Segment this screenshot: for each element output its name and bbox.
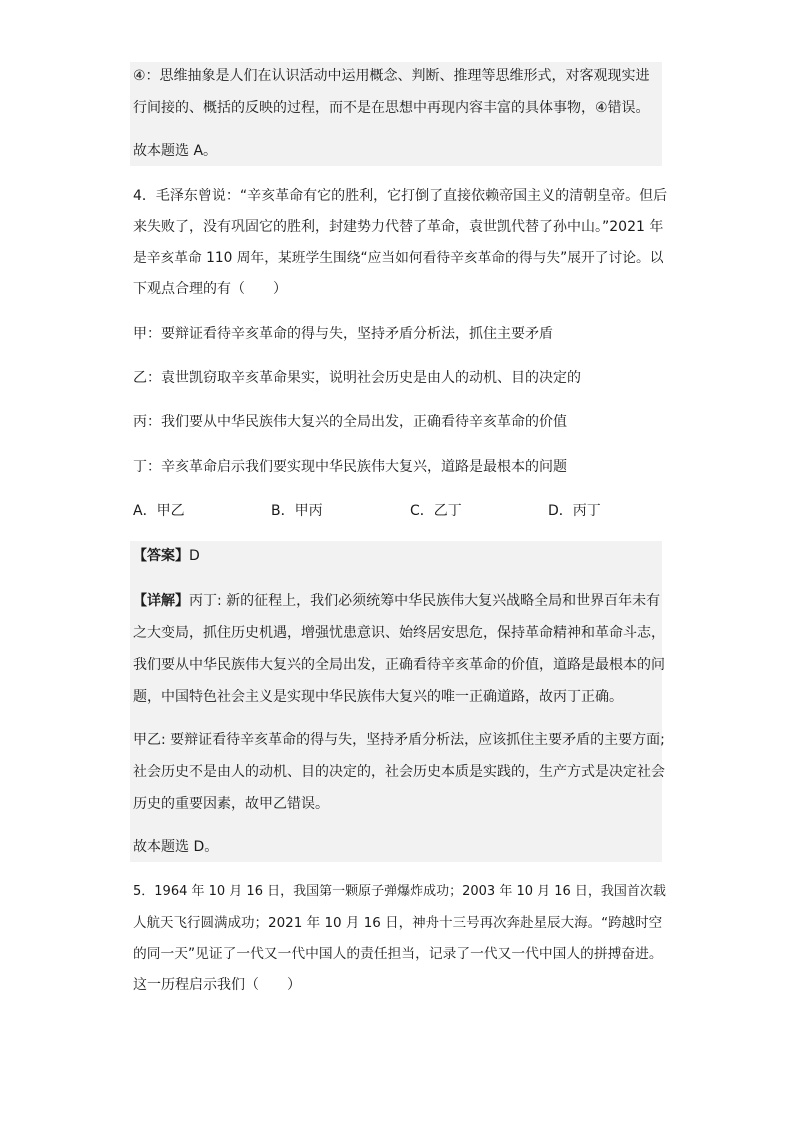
q4-option-d: D．丙丁 (548, 503, 601, 519)
q4-stem-line: 是辛亥革命 110 周年，某班学生围绕“应当如何看待辛亥革命的得与失”展开了讨论。以 (133, 250, 664, 266)
q4-option-a: A．甲乙 (133, 503, 185, 519)
q4-statement-jia: 甲：要辩证看待辛亥革命的得与失，坚持矛盾分析法，抓住主要矛盾 (133, 326, 553, 342)
q4-stem-line: 下观点合理的有（ ） (133, 281, 287, 297)
q4-detail-line: 甲乙: 要辩证看待辛亥革命的得与失，坚持矛盾分析法，应该抓住主要矛盾的主要方面; (133, 732, 665, 748)
prev-answer-line: ④：思维抽象是人们在认识活动中运用概念、判断、推理等思维形式，对客观现实进 (133, 68, 650, 84)
prev-answer-line: 行间接的、概括的反映的过程，而不是在思想中再现内容丰富的具体事物，④错误。 (133, 100, 650, 116)
q4-statement-ding: 丁：辛亥革命启示我们要实现中华民族伟大复兴，道路是最根本的问题 (133, 459, 567, 475)
q5-stem-line: 5．1964 年 10 月 16 日，我国第一颗原子弹爆炸成功；2003 年 10 月 16 日，我国首次载 (133, 884, 666, 899)
q5-stem-line: 人航天飞行圆满成功；2021 年 10 月 16 日，神舟十三号再次奔赴星辰大海。“跨越时空 (133, 915, 663, 931)
answer-tag: 【答案】 (133, 548, 189, 564)
q5-stem-line: 这一历程启示我们（ ） (133, 977, 301, 993)
q4-answer (133, 546, 200, 566)
q4-detail-line: 我们要从中华民族伟大复兴的全局出发，正确看待辛亥革命的价值，道路是最根本的问 (133, 657, 665, 673)
q4-detail-line: 之大变局，抓住历史机遇，增强忧患意识、始终居安思危，保持革命精神和革命斗志， (133, 625, 665, 641)
q4-detail-line: 社会历史不是由人的动机、目的决定的，社会历史本质是实践的，生产方式是决定社会 (133, 764, 665, 780)
q4-statement-bing: 丙：我们要从中华民族伟大复兴的全局出发，正确看待辛亥革命的价值 (133, 414, 567, 430)
q4-detail-line (133, 591, 660, 611)
q4-answer-conclusion: 故本题选 D。 (133, 839, 219, 855)
prev-answer-conclusion: 故本题选 A。 (133, 143, 218, 159)
q4-stem-line: 来失败了，没有巩固它的胜利，封建势力代替了革命，袁世凯代替了孙中山。”2021 年 (133, 219, 664, 235)
q5-stem-line: 的同一天”见证了一代又一代中国人的责任担当，记录了一代又一代中国人的拼搏奋进。 (133, 946, 663, 962)
q4-statement-yi: 乙：袁世凯窃取辛亥革命果实，说明社会历史是由人的动机、目的决定的 (133, 370, 581, 386)
q4-option-c: C．乙丁 (410, 503, 462, 519)
q4-detail-line: 历史的重要因素，故甲乙错误。 (133, 796, 329, 812)
q4-stem-line: 4．毛泽东曾说：“辛亥革命有它的胜利，它打倒了直接依赖帝国主义的清朝皇帝。但后 (133, 188, 668, 204)
detail-tag: 【详解】 (133, 593, 189, 609)
answer-value: D (189, 548, 200, 564)
detail-text: 丙丁: 新的征程上，我们必须统筹中华民族伟大复兴战略全局和世界百年未有 (189, 593, 661, 609)
q4-option-b: B．甲丙 (271, 503, 323, 519)
q4-detail-line: 题，中国特色社会主义是实现中华民族伟大复兴的唯一正确道路，故丙丁正确。 (133, 689, 623, 705)
